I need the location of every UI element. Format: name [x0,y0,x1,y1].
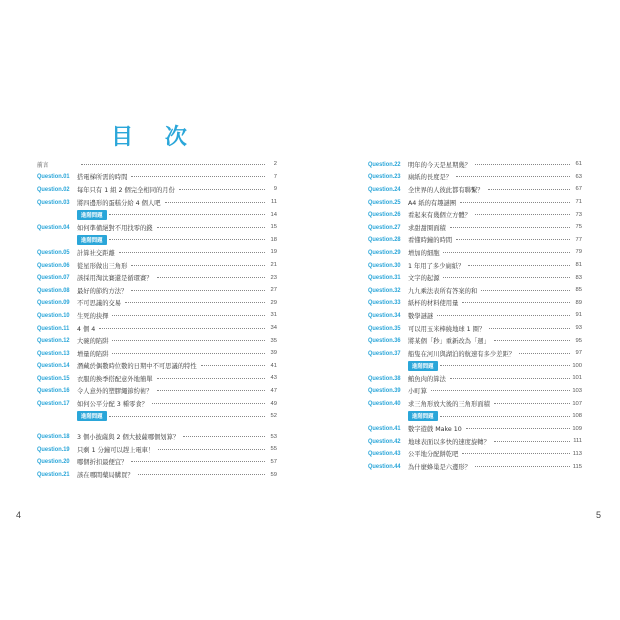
entry-title: 廁紙的長度是？ [408,174,453,182]
question-number: Question.21 [37,471,70,479]
page-number: 111 [573,438,582,445]
dot-leader [440,416,570,417]
toc-advanced-row[interactable] [37,234,277,247]
question-number: Question.17 [37,400,70,408]
dot-leader [99,328,265,329]
page-number: 39 [270,350,277,357]
entry-title: 搭電梯所需的時間 [77,174,128,182]
question-number: Question.16 [37,387,70,395]
toc-right-column [368,158,582,473]
toc-advanced-row[interactable] [37,410,277,423]
page-number: 47 [270,387,277,394]
entry-title: 將四邊形的蛋糕分給 4 個人吧 [77,199,161,207]
dot-leader [201,365,265,366]
page-number: 18 [270,236,277,243]
entry-title: 可以用玉米棒繞地球 1 圈？ [408,325,486,333]
dot-leader [456,176,570,177]
page-number: 100 [572,362,582,369]
entry-title: 全世界的人彼此都有聯繫？ [408,186,484,194]
page-number: 14 [270,211,277,218]
question-number: Question.27 [368,223,401,231]
toc-row[interactable] [368,347,582,360]
dot-leader [125,302,265,303]
question-number: Question.07 [37,274,70,282]
toc-row[interactable] [368,234,582,247]
entry-title: 大碗的陷阱 [77,338,109,346]
page-number: 9 [273,186,277,193]
toc-row[interactable] [368,171,582,184]
question-number: Question.33 [368,299,401,307]
toc-advanced-row[interactable] [37,208,277,221]
toc-row[interactable] [37,397,277,410]
toc-row[interactable] [368,297,582,310]
dot-leader [157,277,265,278]
page-number: 41 [270,362,277,369]
dot-leader [437,315,570,316]
toc-row[interactable] [368,372,582,385]
question-number: Question.30 [368,261,401,269]
dot-leader [109,416,265,417]
dot-leader [131,176,265,177]
toc-row[interactable] [37,468,277,481]
dot-leader [131,265,265,266]
page-number: 49 [270,400,277,407]
page-number: 53 [270,433,277,440]
entry-title: 該採用淘汰賽還是循環賽？ [77,275,153,283]
toc-row[interactable] [368,158,582,171]
toc-row[interactable] [368,246,582,259]
question-number: Question.06 [37,261,70,269]
toc-row[interactable] [37,183,277,196]
question-number: Question.22 [368,160,401,168]
entry-title: 從星形做出三角形 [77,262,128,270]
dot-leader [519,353,570,354]
toc-row[interactable] [37,385,277,398]
toc-row[interactable] [368,183,582,196]
page-number: 77 [575,236,582,243]
entry-title: 哪個折扣最便宜？ [77,459,128,467]
dot-leader [462,302,570,303]
page-number-right: 5 [596,510,602,520]
question-number: Question.32 [368,286,401,294]
question-number: Question.35 [368,324,401,332]
dot-leader [460,202,570,203]
page-number: 52 [270,413,277,420]
page-number: 43 [270,375,277,382]
dot-leader [440,365,570,366]
page-number: 11 [270,199,277,206]
toc-row[interactable] [37,456,277,469]
dot-leader [119,252,265,253]
entry-title: 為什麼蜂巢是六邊形？ [408,464,471,472]
toc-row[interactable] [37,271,277,284]
entry-title: 看懂時鐘的時間 [408,237,453,245]
question-number: Question.26 [368,211,401,219]
page-number: 27 [270,287,277,294]
toc-row[interactable] [37,259,277,272]
toc-row[interactable] [37,334,277,347]
dot-leader [112,340,265,341]
page-number: 71 [575,199,582,206]
page-number: 35 [270,337,277,344]
entry-title: 只剩 1 分鐘可以趕上電車！ [77,446,155,454]
toc-row[interactable] [37,246,277,259]
page-number: 93 [575,325,582,332]
toc-row[interactable] [368,208,582,221]
dot-leader [431,390,570,391]
dot-leader [494,441,570,442]
question-number: Question.10 [37,311,70,319]
dot-leader [475,214,570,215]
toc-row[interactable] [368,397,582,410]
dot-leader [158,449,265,450]
entry-title: 潛藏於偶數時位數的日期中不可思議的特性 [77,363,197,371]
toc-row[interactable] [37,322,277,335]
question-number: Question.28 [368,236,401,244]
dot-leader [466,428,570,429]
page-number: 67 [575,186,582,193]
question-number: Question.19 [37,445,70,453]
entry-title: 計算社交距離 [77,249,115,257]
page-number: 89 [575,299,582,306]
entry-title: 求甜甜圈面積 [408,224,446,232]
dot-leader [489,328,570,329]
page-number: 15 [270,224,277,231]
toc-row[interactable] [368,284,582,297]
question-number: Question.39 [368,387,401,395]
question-number: Question.41 [368,425,401,433]
question-number: Question.23 [368,173,401,181]
entry-title: 文字的起源 [408,275,440,283]
entry-title: 明年的今天是星期幾？ [408,161,471,169]
page-number: 23 [270,274,277,281]
question-number: Question.34 [368,311,401,319]
entry-title: 紙杯的材料使用量 [408,300,459,308]
page-number: 91 [575,312,582,319]
question-number: Question.31 [368,274,401,282]
entry-title: 增量的陷阱 [77,350,109,358]
entry-title: 將某個「秒」重新改為「週」 [408,338,490,346]
question-number: Question.40 [368,400,401,408]
entry-title: 求三角形放大後的三角形面積 [408,401,490,409]
dot-leader [157,390,265,391]
dot-leader [443,252,570,253]
toc-row[interactable] [37,372,277,385]
advanced-badge: 進階問題 [408,361,438,371]
dot-leader [131,290,265,291]
advanced-badge: 進階問題 [77,210,107,220]
entry-title: 1 年用了多少廁紙？ [408,262,465,270]
entry-title: 數字遊戲 Make 10 [408,426,462,434]
question-number: Question.02 [37,185,70,193]
toc-row[interactable] [368,309,582,322]
entry-title: 令人意外的塑膠繩節約術？ [77,388,153,396]
entry-title: 不可思議的交易 [77,300,122,308]
page-number: 57 [270,458,277,465]
question-number: Question.43 [368,450,401,458]
entry-title: 衣服的換季搭配意外地簡單 [77,375,153,383]
advanced-badge: 進階問題 [408,411,438,421]
dot-leader [475,164,570,165]
dot-leader [450,378,570,379]
dot-leader [81,164,265,165]
question-number: Question.04 [37,223,70,231]
toc-title: 目 次 [111,125,199,150]
entry-title: 生死的抉擇 [77,312,109,320]
page-number: 113 [572,450,582,457]
dot-leader [443,277,570,278]
page-number: 63 [575,173,582,180]
dot-leader [109,239,265,240]
dot-leader [468,265,570,266]
toc-row[interactable] [37,360,277,373]
page-number: 95 [575,337,582,344]
page-number: 59 [270,471,277,478]
dot-leader [165,202,265,203]
page-number-left: 4 [16,510,22,520]
entry-title: 每年只有 1 組 2 個完全相同的月份 [77,186,175,194]
entry-title: 3 個小披薩與 2 個大披薩哪個划算？ [77,434,180,442]
question-number: 前言 [37,161,49,169]
page-number: 115 [572,463,582,470]
dot-leader [131,461,265,462]
toc-row[interactable] [368,322,582,335]
dot-leader [494,403,570,404]
toc-row[interactable] [37,284,277,297]
toc-left-column [37,158,277,481]
page-number: 103 [572,387,582,394]
toc-row[interactable] [368,259,582,272]
question-number: Question.37 [368,349,401,357]
dot-leader [456,239,570,240]
entry-title: 如何公平分配 3 種零食？ [77,401,148,409]
toc-row[interactable] [37,309,277,322]
page-number: 73 [575,211,582,218]
toc-row[interactable] [368,435,582,448]
entry-title: 公平地分配餅乾吧 [408,451,459,459]
dot-leader [450,227,570,228]
toc-row[interactable] [368,385,582,398]
page-number: 2 [273,161,277,168]
entry-title: 地球表面以多快的速度旋轉？ [408,438,490,446]
page-number: 85 [575,287,582,294]
dot-leader [475,466,570,467]
page-number: 21 [270,262,277,269]
question-number: Question.25 [368,198,401,206]
dot-leader [183,436,265,437]
toc-row[interactable] [37,430,277,443]
question-number: Question.15 [37,374,70,382]
page-number: 7 [273,173,277,180]
section-gap [37,422,277,430]
entry-title: 該在哪間藥局購買？ [77,472,134,480]
dot-leader [152,403,265,404]
page-number: 75 [575,224,582,231]
page-number: 107 [572,400,582,407]
dot-leader [138,474,265,475]
page-number: 101 [572,375,582,382]
question-number: Question.08 [37,286,70,294]
question-number: Question.14 [37,362,70,370]
toc-row[interactable] [368,271,582,284]
page-number: 79 [575,249,582,256]
question-number: Question.18 [37,433,70,441]
dot-leader [157,378,265,379]
page-number: 108 [572,413,582,420]
toc-advanced-row[interactable] [368,360,582,373]
toc-row[interactable] [37,171,277,184]
advanced-badge: 進階問題 [77,411,107,421]
question-number: Question.44 [368,463,401,471]
entry-title: 看起來有幾個立方體？ [408,212,471,220]
question-number: Question.09 [37,299,70,307]
dot-leader [109,214,265,215]
entry-title: 最好的節約方法？ [77,287,128,295]
question-number: Question.29 [368,248,401,256]
toc-row[interactable] [368,448,582,461]
toc-row[interactable] [37,158,277,171]
page-number: 61 [575,161,582,168]
page-number: 109 [572,425,582,432]
toc-advanced-row[interactable] [368,410,582,423]
entry-title: 船隻在河川與湖泊的航速有多少差距？ [408,350,516,358]
question-number: Question.13 [37,349,70,357]
entry-title: 4 個 4 [77,325,96,333]
entry-title: 如何準備絕對不用找零的錢 [77,224,153,232]
dot-leader [112,315,265,316]
entry-title: 數學謎謎 [408,312,434,320]
toc-row[interactable] [37,221,277,234]
toc-row[interactable] [37,196,277,209]
question-number: Question.38 [368,374,401,382]
question-number: Question.05 [37,248,70,256]
toc-row[interactable] [368,334,582,347]
page-number: 97 [575,350,582,357]
toc-row[interactable] [368,196,582,209]
page-number: 31 [270,312,277,319]
question-number: Question.20 [37,458,70,466]
dot-leader [494,340,570,341]
question-number: Question.01 [37,173,70,181]
dot-leader [488,189,570,190]
question-number: Question.42 [368,437,401,445]
question-number: Question.11 [37,324,70,332]
page-number: 34 [270,325,277,332]
page-number: 81 [575,262,582,269]
page-number: 29 [270,299,277,306]
page-number: 19 [270,249,277,256]
question-number: Question.03 [37,198,70,206]
dot-leader [157,227,265,228]
toc-row[interactable] [368,460,582,473]
advanced-badge: 進階問題 [77,235,107,245]
entry-title: 小町算 [408,388,427,396]
entry-title: 九九乘法表所有答案的和 [408,287,478,295]
question-number: Question.24 [368,185,401,193]
dot-leader [462,453,570,454]
page-number: 55 [270,446,277,453]
toc-row[interactable] [368,221,582,234]
question-number: Question.12 [37,337,70,345]
page-number: 83 [575,274,582,281]
entry-title: A4 紙的有趣謎團 [408,199,457,207]
entry-title: 增加的細胞 [408,249,440,257]
toc-row[interactable] [37,347,277,360]
toc-row[interactable] [368,422,582,435]
question-number: Question.36 [368,337,401,345]
dot-leader [179,189,265,190]
toc-row[interactable] [37,443,277,456]
toc-row[interactable] [37,297,277,310]
dot-leader [481,290,570,291]
entry-title: 鮪魚肉的算法 [408,375,446,383]
dot-leader [112,353,265,354]
